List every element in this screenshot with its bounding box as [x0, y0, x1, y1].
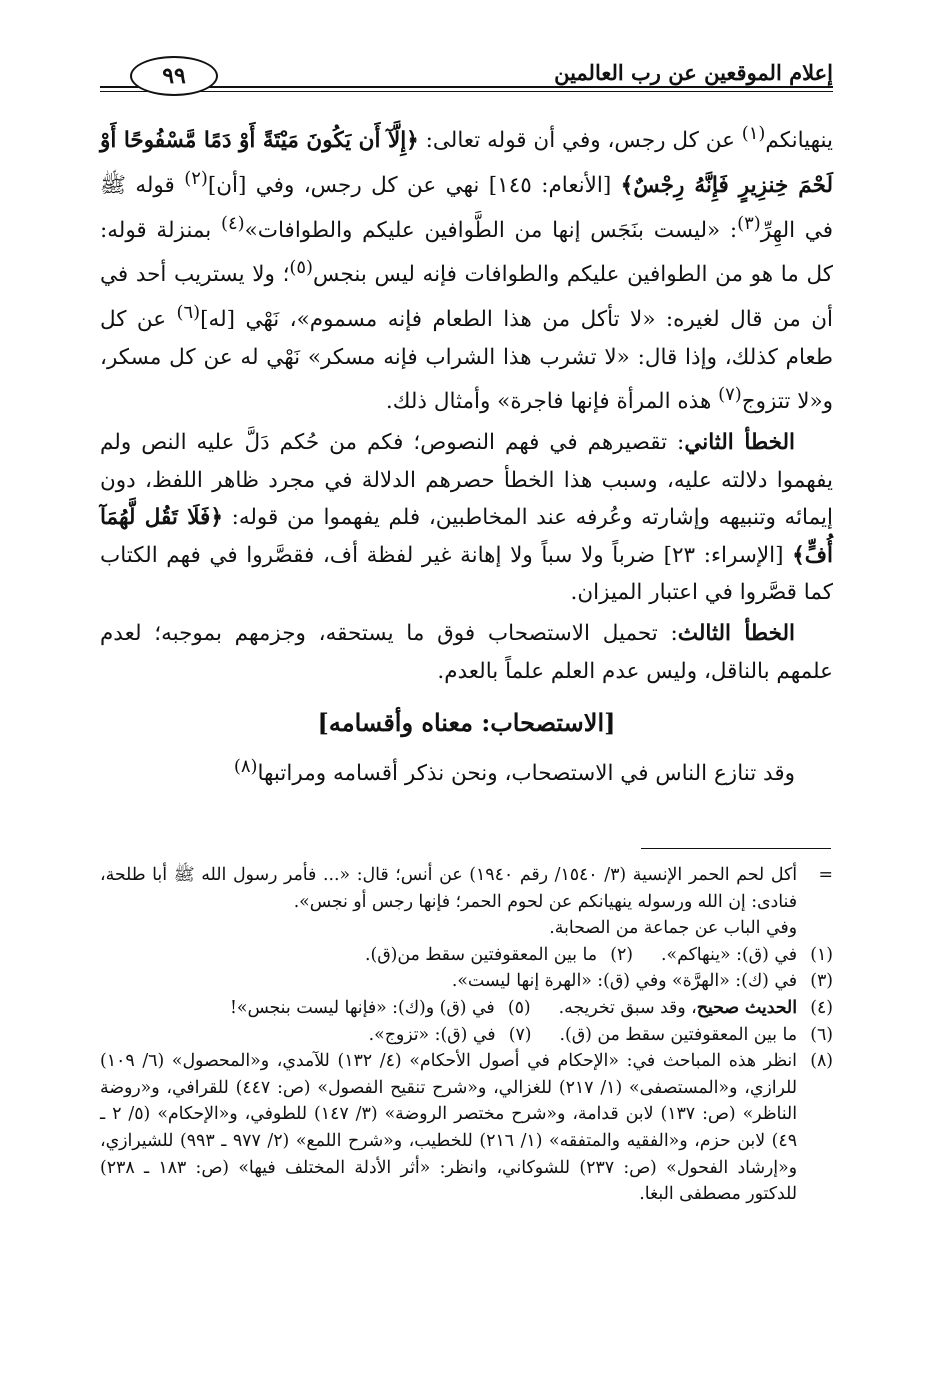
footnote-ref-4[interactable]: (٤) — [220, 212, 245, 234]
footnote-pair — [100, 995, 833, 1022]
footnote-ref-3[interactable]: (٣) — [737, 212, 761, 234]
section-heading: [الاستصحاب: معناه وأقسامه] — [317, 708, 616, 738]
footnote-ref-7[interactable]: (٧) — [718, 384, 742, 406]
footnote-ref-2[interactable]: (٢) — [184, 167, 208, 189]
quran-verse: ﴿فَلَا تَقُل لَّهُمَآ أُفٍّ﴾ — [100, 505, 834, 568]
footnote-text: ، وقد سبق تخريجه. — [558, 997, 697, 1018]
footnote-mark: (٦) — [810, 1024, 833, 1045]
footnote-ref-1[interactable]: (١) — [741, 123, 766, 144]
footnote-mark: (١) — [810, 944, 833, 965]
quran-verse: ﴿إِلَّآ أَن يَكُونَ مَيْتَةً أَوْ دَمًا مَّسْفُوحًا أَوْ لَحْمَ خِنزِيرٍ فَإِنَّهُ رِجْسٌ﴾ — [100, 128, 834, 198]
footnote-text: انظر هذه المباحث في: «الإحكام في أصول الأحكام» (٤/ ١٣٢) للآمدي، و«المحصول» (٦/ ١٠٩) للرازي، و«المستصفى» (١/ ٢١٧) للغزالي، و«شرح تنقيح الفصول» (ص: ٤٤٧) للقرافي، و«روضة الناظر» (ص: ١٣٧) لابن قدامة، و«شرح مختصر الروضة» (٣/ ١٤٧) للطوفي، و«الإحكام» (٥/ ٢ ـ ٤٩) لابن حزم، و«الفقيه والمتفقه» (١/ ٢١٦) للخطيب، و«شرح اللمع» (٢/ ٩٧٧ ـ ٩٩٣) للشيرازي، و«إرشاد الفحول» (ص: ٢٣٧) للشوكاني، وانظر: «أثر الأدلة المختلف فيها» (ص: ١٨٣ ـ ٢٣٨) للدكتور مصطفى البغا. — [100, 1051, 798, 1205]
footnote-text: ما بين المعقوفتين سقط من(ق). — [364, 944, 597, 965]
footnote-continuation — [100, 862, 833, 915]
text-run: [الأنعام: ١٤٥] نهي عن كل رجس، وفي [أن] — [207, 172, 621, 198]
hadith-grade: الحديث صحيح — [696, 997, 797, 1018]
text-run: ؛ ولا يستريب أحد في أن من قال لغيره: «لا تأكل من هذا الطعام فإنه مسموم»، نَهْي [له] — [100, 262, 833, 333]
footnote-5 — [230, 995, 531, 1022]
footnote-pair — [100, 1022, 833, 1049]
footnote-pair — [100, 942, 833, 969]
footnote-7 — [369, 1022, 532, 1049]
footnote-ref-8[interactable]: (٨) — [233, 756, 258, 778]
footnote-2 — [365, 942, 633, 969]
text-run: : تقصيرهم في فهم النصوص؛ فكم من حُكم دَلَّ عليه النص ولم يفهموا دلالته عليه، وسبب هذا الخطأ حصرهم الدلالة في مجرد ظاهر اللفظ، دون إيمائه وتنبيهه وإشارته وعُرفه عند المخاطبين، فلم يفهموا من قوله: — [100, 430, 833, 531]
text-run: عن كل طعام كذلك، وإذا قال: «لا تشرب هذا الشراب فإنه مسكر» نَهْي له عن كل مسكر، و«لا تتزوج — [100, 307, 833, 415]
footnote-6 — [560, 1022, 834, 1049]
footnote-3 — [100, 968, 833, 995]
text-run: قوله ﷺ في الهِرِّ — [100, 172, 833, 243]
book-title: إعلام الموقعين عن رب العالمين — [554, 60, 833, 85]
footnote-text: في (ق) و(ك): «فإنها ليست بنجس»! — [229, 997, 495, 1018]
main-text — [100, 115, 833, 793]
footnote-mark: (٥) — [507, 997, 531, 1018]
term-heading: الخطأ الثاني — [684, 430, 795, 456]
footnote-8 — [100, 1048, 833, 1208]
footnote-ref-6[interactable]: (٦) — [176, 302, 201, 323]
footnote-mark: = — [818, 865, 833, 885]
paragraph-3 — [100, 615, 833, 690]
footnote-ref-5[interactable]: (٥) — [289, 257, 314, 279]
text-run: ينهيانكم — [765, 128, 833, 154]
text-run: هذه المرأة فإنها فاجرة» وأمثال ذلك. — [385, 389, 719, 415]
footnote-1 — [661, 942, 833, 969]
paragraph-2 — [100, 424, 833, 612]
term-heading: الخطأ الثالث — [677, 621, 795, 647]
footnote-text: في (ق): «تزوج». — [368, 1024, 496, 1045]
paragraph-1 — [100, 115, 833, 421]
footnote-text: ما بين المعقوفتين سقط من (ق). — [559, 1024, 797, 1045]
text-run: : تحميل الاستصحاب فوق ما يستحقه، وجزمهم بموجبه؛ لعدم علمهم بالناقل، وليس عدم العلم علماً بالعدم. — [100, 621, 833, 684]
footnote-4 — [559, 995, 833, 1022]
footnotes — [100, 862, 833, 1208]
footnote-mark: (٧) — [508, 1024, 532, 1045]
text-run: [الإسراء: ٢٣] ضرباً ولا سباً ولا إهانة غير لفظة أف، فقصَّروا في فهم الكتاب كما قصَّروا في اعتبار الميزان. — [100, 542, 833, 606]
paragraph-4 — [100, 748, 833, 793]
footnote-mark: (٣) — [810, 971, 833, 992]
text-run: وقد تنازع الناس في الاستصحاب، ونحن نذكر أقسامه ومراتبها — [257, 761, 795, 787]
footnote-text: في (ق): «ينهاكم». — [661, 944, 797, 965]
text-run: عن كل رجس، وفي أن قوله تعالى: — [418, 128, 742, 154]
text-run: بمنزلة قوله: كل ما هو من الطوافين عليكم والطوافات فإنه ليس بنجس — [100, 217, 833, 288]
footnote-mark: (٤) — [810, 997, 833, 1018]
text-run: : «ليست بنَجَس إنها من الطَّوافين عليكم والطوافات» — [244, 217, 738, 243]
header-rule-thin — [100, 91, 833, 92]
footnote-continuation-extra: وفي الباب عن جماعة من الصحابة. — [549, 918, 797, 939]
footnote-separator — [641, 848, 831, 849]
footnote-mark: (٢) — [610, 944, 633, 965]
footnote-text: في (ك): «الهرَّة» وفي (ق): «الهرة إنها ليست». — [451, 971, 797, 992]
footnote-mark: (٨) — [810, 1051, 833, 1072]
running-header — [100, 48, 833, 98]
page-number: ٩٩ — [130, 56, 218, 96]
footnote-text: أكل لحم الحمر الإنسية (٣/ ١٥٤٠/ رقم ١٩٤٠) عن أنس؛ قال: «... فأمر رسول الله ﷺ أبا طلحة، فنادى: إن الله ورسوله ينهيانكم عن لحوم الحمر؛ فإنها رجس أو نجس». — [100, 865, 797, 912]
